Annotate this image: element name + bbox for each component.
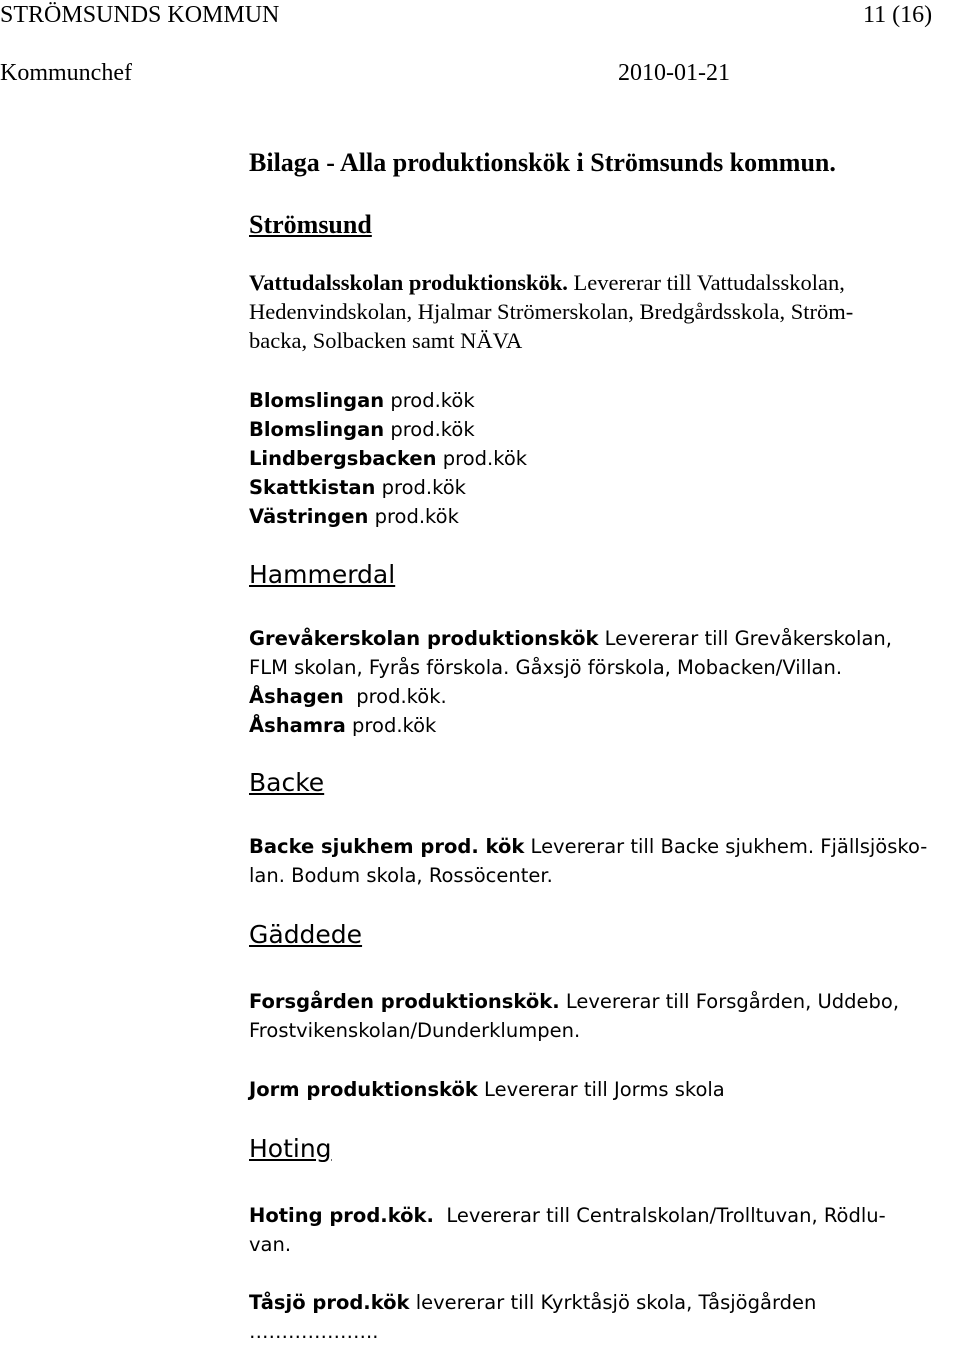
header-page-number: 11 (16): [863, 2, 933, 28]
kitchen-name: Lindbergsbacken: [249, 447, 437, 470]
list-item: [249, 386, 939, 415]
kitchen-name: Forsgården produktionskök.: [249, 990, 560, 1013]
kitchen-name: Hoting prod.kök.: [249, 1204, 434, 1227]
delivery-text: Levererar till Grevåkerskolan,: [598, 627, 892, 650]
kitchen-name: Blomslingan: [249, 418, 385, 441]
paragraph-line: [249, 1288, 939, 1317]
paragraph-backe-sjukhem: [249, 832, 939, 890]
kitchen-name: Grevåkerskolan produktionskök: [249, 627, 599, 650]
kitchen-name: Tåsjö prod.kök: [249, 1291, 410, 1314]
paragraph-line: Frostvikenskolan/Dunderklumpen.: [249, 1019, 581, 1042]
header-author: Kommunchef: [0, 60, 132, 86]
paragraph-jorm: [249, 1075, 939, 1104]
paragraph-line: lan. Bodum skola, Rossöcenter.: [249, 864, 553, 887]
paragraph-line: van.: [249, 1233, 292, 1256]
document-title: Bilaga - Alla produktionskök i Strömsunds kommun.: [249, 148, 836, 177]
delivery-text: Levererar till Backe sjukhem. Fjällsjösko-: [524, 835, 928, 858]
list-item: [249, 415, 939, 444]
kitchen-name: Jorm produktionskök: [249, 1078, 478, 1101]
paragraph-line: [249, 1075, 939, 1104]
section-heading-backe: Backe: [249, 768, 325, 797]
kitchen-suffix: prod.kök: [368, 505, 459, 528]
header-organization: STRÖMSUNDS KOMMUN: [0, 2, 280, 28]
paragraph-line: Hedenvindskolan, Hjalmar Strömerskolan, Bredgårdsskola, Ström-: [249, 299, 854, 324]
list-item: [249, 473, 939, 502]
paragraph-forsgarden: [249, 987, 939, 1045]
kitchen-suffix: prod.kök: [345, 714, 437, 737]
paragraph-tasjo: [249, 1288, 939, 1346]
kitchen-suffix: prod.kök: [375, 476, 466, 499]
kitchen-name: Blomslingan: [249, 389, 385, 412]
kitchen-name: Skattkistan: [249, 476, 376, 499]
section-heading-hoting: Hoting: [249, 1134, 332, 1163]
paragraph-line: FLM skolan, Fyrås förskola. Gåxsjö förskola, Mobacken/Villan.: [249, 656, 843, 679]
paragraph-line: [249, 832, 939, 861]
delivery-text: Levererar till Forsgården, Uddebo,: [559, 990, 900, 1013]
paragraph-line: ………………..: [249, 1320, 379, 1343]
delivery-text: Levererar till Jorms skola: [477, 1078, 725, 1101]
list-item: [249, 682, 939, 711]
kitchen-list-stromsund: [249, 386, 939, 531]
paragraph-hoting: [249, 1201, 939, 1259]
kitchen-name: Backe sjukhem prod. kök: [249, 835, 525, 858]
kitchen-suffix: prod.kök.: [343, 685, 447, 708]
list-item: [249, 711, 939, 740]
delivery-text: Levererar till Vattudalsskolan,: [567, 270, 845, 295]
paragraph-line: [249, 268, 939, 297]
kitchen-suffix: prod.kök: [384, 389, 475, 412]
paragraph-grevakerskolan: [249, 624, 939, 740]
kitchen-name: Åshamra: [249, 714, 346, 737]
kitchen-name: Vattudalsskolan produktionskök.: [249, 270, 568, 295]
delivery-text: Levererar till Centralskolan/Trolltuvan, Rödlu-: [433, 1204, 886, 1227]
paragraph-line: [249, 987, 939, 1016]
paragraph-vattudalsskolan: [249, 268, 939, 355]
header-date: 2010-01-21: [618, 60, 730, 86]
kitchen-suffix: prod.kök: [384, 418, 475, 441]
list-item: [249, 502, 939, 531]
paragraph-line: [249, 624, 939, 653]
section-heading-hammerdal: Hammerdal: [249, 560, 396, 589]
list-item: [249, 444, 939, 473]
kitchen-name: Västringen: [249, 505, 369, 528]
kitchen-suffix: prod.kök: [436, 447, 528, 470]
delivery-text: levererar till Kyrktåsjö skola, Tåsjögården: [409, 1291, 817, 1314]
section-heading-gaddede: Gäddede: [249, 920, 363, 949]
section-heading-stromsund: Strömsund: [249, 210, 372, 239]
paragraph-line: backa, Solbacken samt NÄVA: [249, 328, 523, 353]
paragraph-line: [249, 1201, 939, 1230]
kitchen-name: Åshagen: [249, 685, 344, 708]
